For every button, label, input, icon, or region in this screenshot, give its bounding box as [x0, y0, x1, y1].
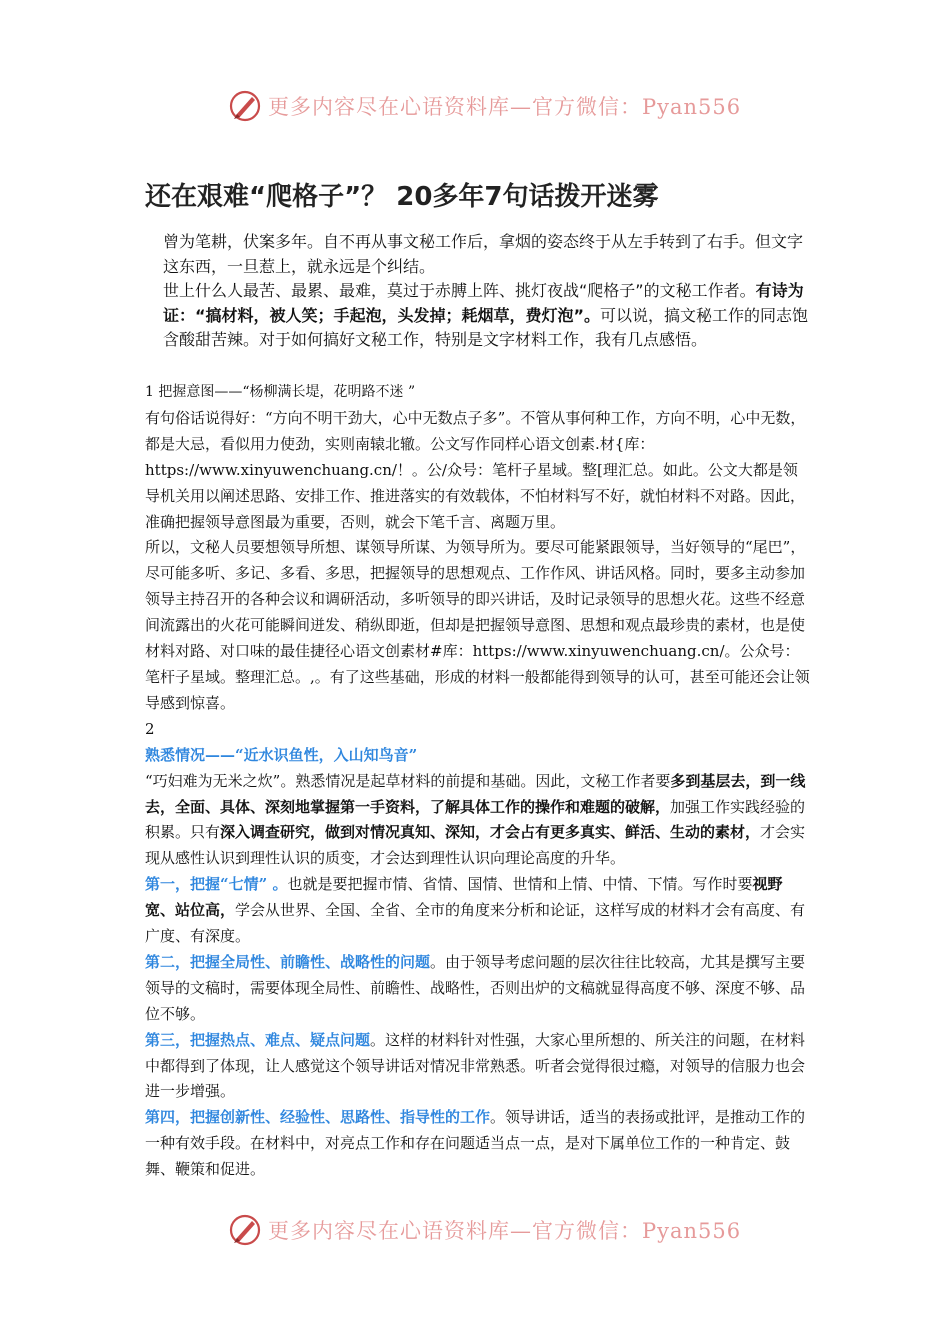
text-run: “巧妇难为无米之炊”。熟悉情况是起草材料的前提和基础。因此，文秘工作者要	[145, 771, 671, 790]
intro-paragraph: 曾为笔耕，伏案多年。自不再从事文秘工作后，拿烟的姿态终于从左手转到了右手。但文字这东西，一旦惹上，就永远是个纠结。	[163, 232, 804, 276]
pen-logo-icon	[228, 1213, 262, 1247]
section2-paragraph	[145, 769, 810, 873]
intro-text: 可以说，搞文秘工作的同志饱含酸甜苦辣。对于如何搞好文秘工作，特别是文字材料工作，我有几点感悟。	[163, 305, 809, 350]
item-heading: 第二，把握全局性、前瞻性、战略性的问题	[145, 952, 431, 971]
section2-heading: 熟悉情况——“近水识鱼性，入山知鸟音”	[145, 745, 418, 764]
section1-paragraph: 有句俗话说得好：“方向不明干劲大，心中无数点子多”。不管从事何种工作，方向不明，心中无数，都是大忌，看似用力使劲，实则南辕北辙。公文写作同样心语文创素.材{库：https://www.xinyuwenchuang.cn/！。公/众号：笔杆子星域。整[理汇总。如此。公文大都是领导机关用以阐述思路、安排工作、推进落实的有效载体，不怕材料写不好，就怕材料不对路。因此，准确把握领导意图最为重要，否则，就会下笔千言、离题万里。	[145, 408, 806, 531]
text-run-bold: 视野宽、站位高，	[145, 875, 783, 920]
page-title: 还在艰难“爬格子”？ 20多年7句话拨开迷雾	[145, 182, 659, 212]
section1-heading: 1 把握意图——“杨柳满长堤，花明路不迷 ”	[145, 384, 416, 400]
item-heading: 第四，把握创新性、经验性、思路性、指导性的工作	[145, 1108, 491, 1127]
banner-text: 更多内容尽在心语资料库—官方微信：Pyan556	[268, 95, 742, 119]
text-run: 。领导讲话，适当的表扬或批评，是推动工作的一种有效手段。在材料中，对亮点工作和存在问题适当点一点，是对下属单位工作的一种肯定、鼓舞、鞭策和促进。	[145, 1108, 806, 1179]
section2-item	[145, 872, 810, 950]
item-heading: 第三，把握热点、难点、疑点问题	[145, 1030, 371, 1049]
header-banner	[228, 86, 741, 126]
article-body	[145, 380, 810, 1183]
intro-poem: 有诗为证：“搞材料，被人笑；手起泡，头发掉；耗烟草，费灯泡”。	[163, 281, 804, 325]
text-run: 加强工作实践经验的积累。只有	[145, 797, 806, 842]
intro-text: 世上什么人最苦、最累、最难，莫过于赤膊上阵、挑灯夜战“爬格子”的文秘工作者。	[163, 281, 756, 301]
text-run: 。由于领导考虑问题的层次往往比较高，尤其是撰写主要领导的文稿时，需要体现全局性、前瞻性、战略性，否则出炉的文稿就显得高度不够、深度不够、品位不够。	[145, 952, 806, 1023]
section2-item	[145, 1028, 810, 1106]
item-heading: 第一，把握“七情” 。	[145, 875, 288, 894]
text-run: 学会从世界、全国、全省、全市的角度来分析和论证，这样写成的材料才会有高度、有广度、有深度。	[145, 901, 806, 946]
intro-block	[163, 230, 813, 353]
intro-paragraph	[163, 279, 813, 353]
section2-item	[145, 1105, 810, 1183]
text-run: 才会实现从感性认识到理性认识的质变，才会达到理性认识向理论高度的升华。	[145, 823, 806, 868]
section2-item	[145, 950, 810, 1028]
pen-logo-icon	[228, 89, 262, 123]
section1-paragraph: 所以，文秘人员要想领导所想、谋领导所谋、为领导所为。要尽可能紧跟领导，当好领导的“尾巴”，尽可能多听、多记、多看、多思，把握领导的思想观点、工作作风、讲话风格。同时，要多主动参加领导主持召开的各种会议和调研活动，多听领导的即兴讲话，及时记录领导的思想火花。这些不经意间流露出的火花可能瞬间迸发、稍纵即逝，但却是把握领导意图、思想和观点最珍贵的素材，也是使材料对路、对口味的最佳捷径心语文创素材#库：https://www.xinyuwenchuang.cn/。公众号：笔杆子星域。整理汇总。,。有了这些基础，形成的材料一般都能得到领导的认可，甚至可能还会让领导感到惊喜。	[145, 538, 810, 712]
footer-banner	[228, 1210, 741, 1250]
text-run: 。这样的材料针对性强，大家心里所想的、所关注的问题，在材料中都得到了体现，让人感觉这个领导讲话对情况非常熟悉。听者会觉得很过瘾，对领导的信服力也会进一步增强。	[145, 1030, 806, 1101]
banner-text: 更多内容尽在心语资料库—官方微信：Pyan556	[268, 1219, 742, 1243]
text-run-bold: 深入调查研究，做到对情况真知、深知，才会占有更多真实、鲜活、生动的素材，	[220, 823, 761, 842]
section2-number: 2	[145, 719, 155, 738]
text-run-bold: 多到基层去，到一线去，全面、具体、深刻地掌握第一手资料，了解具体工作的操作和难题的破解，	[145, 771, 806, 816]
text-run: 也就是要把握市情、省情、国情、世情和上情、中情、下情。写作时要	[287, 875, 753, 894]
